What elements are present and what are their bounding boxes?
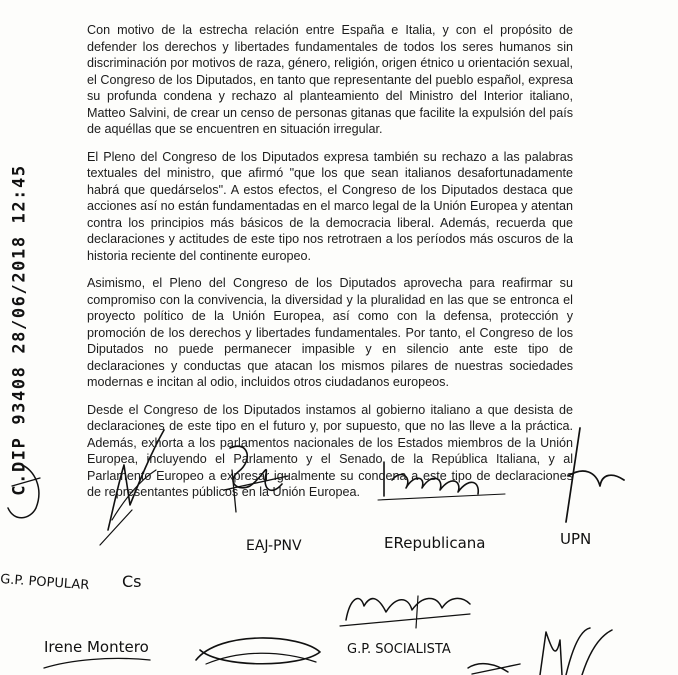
signature-label-eaj-pnv: EAJ-PNV	[246, 538, 302, 554]
registry-stamp-text: C.DIP 93408 28/06/2018 12:45	[10, 164, 31, 496]
signature-label-erepublicana: ERepublicana	[384, 534, 486, 552]
paragraph-4: Desde el Congreso de los Diputados instamos al gobierno italiano a que desista de declaraciones de este tipo en el futuro y, por supuesto, que no las lleve a la práctica. Además, exhorta a los parlamentos nacionales de los Estados miembros de la Unión Europea, incluyendo el Parlamento y el Senado de la República Italiana, y al Parlamento Europeo a expresar igualmente su condena a este tipo de declaraciones de representantes públicos en la Unión Europea.	[87, 402, 573, 499]
signature-erepublicana	[378, 462, 505, 552]
signature-cs	[100, 430, 164, 591]
signature-label-upn: UPN	[560, 530, 592, 548]
signature-label-gp-socialista: G.P. SOCIALISTA	[347, 642, 451, 657]
signature-gp-popular	[0, 465, 90, 593]
signature-label-irene-montero: Irene Montero	[44, 638, 149, 656]
signature-upn	[560, 428, 624, 548]
signature-irene-montero	[44, 638, 150, 668]
signature-eaj-pnv	[224, 446, 302, 554]
signature-loop	[196, 638, 320, 664]
paragraph-2: El Pleno del Congreso de los Diputados expresa también su rechazo a las palabras textuales del ministro, que afirmó "que los que sean italianos desafortunadamente habrá que quedárselos". A estos efectos, el Congreso de los Diputados destaca que acciones así no están fundamentadas en el marco legal de la Unión Europea y atentan contra los principios más básicos de la democracia liberal. Además, recuerda que declaraciones y actitudes de este tipo nos retrotraen a los períodos más oscuros de la historia reciente del continente europeo.	[87, 149, 573, 263]
paragraph-3: Asimismo, el Pleno del Congreso de los Diputados aprovecha para reafirmar su compromiso con la convivencia, la diversidad y la pluralidad en las que se entronca el proyecto político de la Unión Europea, así como con la defensa, protección y promoción de los derechos y libertades fundamentales. Por tanto, el Congreso de los Diputados no puede permanecer impasible y en silencio ante este tipo de declaraciones y conductas que atacan los mismos pilares de nuestras sociedades modernas e incitan al odio, incluidos otros ciudadanos europeos.	[87, 276, 573, 389]
paragraph-1: Con motivo de la estrecha relación entre España e Italia, y con el propósito de defender los derechos y libertades fundamentales de todos los seres humanos sin discriminación por motivos de raza, género, religión, origen étnico u orientación sexual, el Congreso de los Diputados, en tanto que representante del pueblo español, expresa su profunda condena y rechazo al planteamiento del Ministro del Interior italiano, Matteo Salvini, de crear un censo de personas gitanas que facilite la expulsión del país de aquéllas que se encuentren en situación irregular.	[87, 23, 573, 136]
signature-label-cs: Cs	[122, 572, 142, 591]
signature-bottom-right	[468, 628, 612, 675]
signature-gp-socialista	[340, 596, 470, 657]
signature-label-gp-popular: G.P. POPULAR	[0, 572, 90, 594]
